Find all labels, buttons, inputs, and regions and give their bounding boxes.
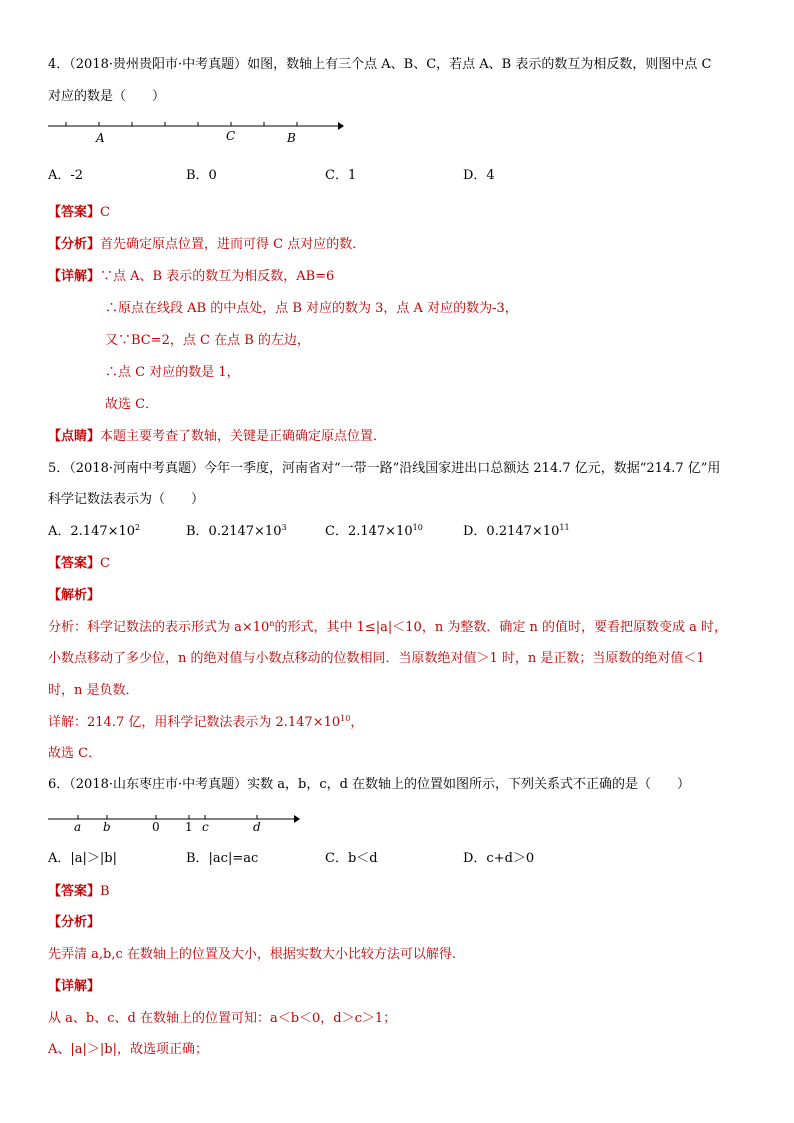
answer-tag: 【答案】 <box>48 884 101 899</box>
q4-option-a: A．-2 <box>48 168 84 183</box>
q6-detail-heading <box>48 978 100 996</box>
analysis-text: 首先确定原点位置，进而可得 C 点对应的数． <box>100 237 366 252</box>
q4-detail <box>48 268 334 286</box>
q6-detail-2: A、|a|＞|b|，故选项正确； <box>48 1042 208 1057</box>
q5-detail: 详解：214.7 亿，用科学记数法表示为 $2.147\times 10^{10}$， <box>48 714 364 730</box>
q4-detail-4: ∴点 C 对应的数是 1， <box>105 365 240 380</box>
q4-detail-2: ∴原点在线段 AB 的中点处，点 B 对应的数为 3，点 A 对应的数为-3， <box>105 301 518 316</box>
q5-option-b: B．$0.2147\times 10^3$ <box>186 523 287 539</box>
q4-label-b: B <box>287 131 296 145</box>
q6-option-a: A．|a|＞|b| <box>48 851 117 866</box>
q4-analysis <box>48 236 365 254</box>
analysis-tag: 【解析】 <box>48 588 101 603</box>
q6-option-d: D．c+d＞0 <box>463 851 535 866</box>
detail-text-1: ∵点 A、B 表示的数互为相反数，AB=6 <box>100 269 335 284</box>
q5-option-c: C．$2.147\times 10^{10}$ <box>325 523 423 539</box>
q4-option-d: D．4 <box>463 168 495 183</box>
answer-value: C <box>100 205 110 220</box>
answer-tag: 【答案】 <box>48 205 101 220</box>
q4-stem-line1: 4．（2018·贵州贵阳市·中考真题）如图，数轴上有三个点 A、B、C，若点 A、B 表示的数互为相反数，则图中点 C <box>48 57 712 72</box>
q6-label-a: a <box>74 820 82 834</box>
q6-option-b: B．|ac|=ac <box>186 851 259 866</box>
q4-label-c: C <box>226 129 236 143</box>
q6-label-one: 1 <box>185 820 193 834</box>
analysis-tag: 【分析】 <box>48 237 101 252</box>
q4-label-a: A <box>96 131 105 145</box>
q5-analysis-1: 分析：科学记数法的表示形式为 $a\times 10^n$的形式，其中 1≤|a|＜10，n 为整数．确定 n 的值时，要看把原数变成 a 时， <box>48 619 727 635</box>
detail-tag: 【详解】 <box>48 979 101 994</box>
q6-answer <box>48 883 110 901</box>
answer-value: C <box>100 556 110 571</box>
q5-conclusion: 故选 C． <box>48 746 102 761</box>
answer-tag: 【答案】 <box>48 556 101 571</box>
q4-number-line <box>48 112 344 148</box>
q4-comment <box>48 428 386 446</box>
q5-option-d: D．$0.2147\times 10^{11}$ <box>463 523 570 539</box>
detail-tag: 【详解】 <box>48 269 101 284</box>
q4-detail-3: 又∵BC=2，点 C 在点 B 的左边， <box>105 333 310 348</box>
q6-number-line <box>48 805 302 837</box>
q4-stem-line2: 对应的数是（ ） <box>48 89 166 104</box>
comment-tag: 【点睛】 <box>48 429 101 444</box>
q6-analysis-text: 先弄清 a,b,c 在数轴上的位置及大小，根据实数大小比较方法可以解得. <box>48 947 457 962</box>
answer-value: B <box>100 884 110 899</box>
q4-detail-5: 故选 C． <box>105 397 159 412</box>
q6-analysis-heading <box>48 914 100 932</box>
q5-option-a: A．$2.147\times 10^2$ <box>48 523 141 539</box>
q6-label-b: b <box>103 820 111 834</box>
q5-stem-line1: 5．（2018·河南中考真题）今年一季度，河南省对“一带一路”沿线国家进出口总额达 214.7 亿元，数据“214.7 亿”用 <box>48 461 721 476</box>
analysis-tag: 【分析】 <box>48 915 101 930</box>
q6-label-c: c <box>202 820 209 834</box>
q6-option-c: C．b＜d <box>325 851 378 866</box>
q6-detail-1: 从 a、b、c、d 在数轴上的位置可知：a＜b＜0，d＞c＞1； <box>48 1011 397 1026</box>
q6-label-zero: 0 <box>152 820 160 834</box>
q5-analysis-3: 时，n 是负数． <box>48 683 139 698</box>
q5-stem-line2: 科学记数法表示为（ ） <box>48 492 205 507</box>
q4-option-b: B．0 <box>186 168 217 183</box>
q6-label-d: d <box>253 820 261 834</box>
q5-answer <box>48 555 110 573</box>
q5-analysis-heading <box>48 587 100 605</box>
q6-stem-line1: 6．（2018·山东枣庄市·中考真题）实数 a，b，c，d 在数轴上的位置如图所示，下列关系式不正确的是（ ） <box>48 777 691 792</box>
q4-answer <box>48 204 110 222</box>
comment-text: 本题主要考查了数轴，关键是正确确定原点位置． <box>100 429 387 444</box>
q5-analysis-2: 小数点移动了多少位，n 的绝对值与小数点移动的位数相同．当原数绝对值＞1 时，n 是正数；当原数的绝对值＜1 <box>48 651 705 666</box>
q4-option-c: C．1 <box>325 168 357 183</box>
